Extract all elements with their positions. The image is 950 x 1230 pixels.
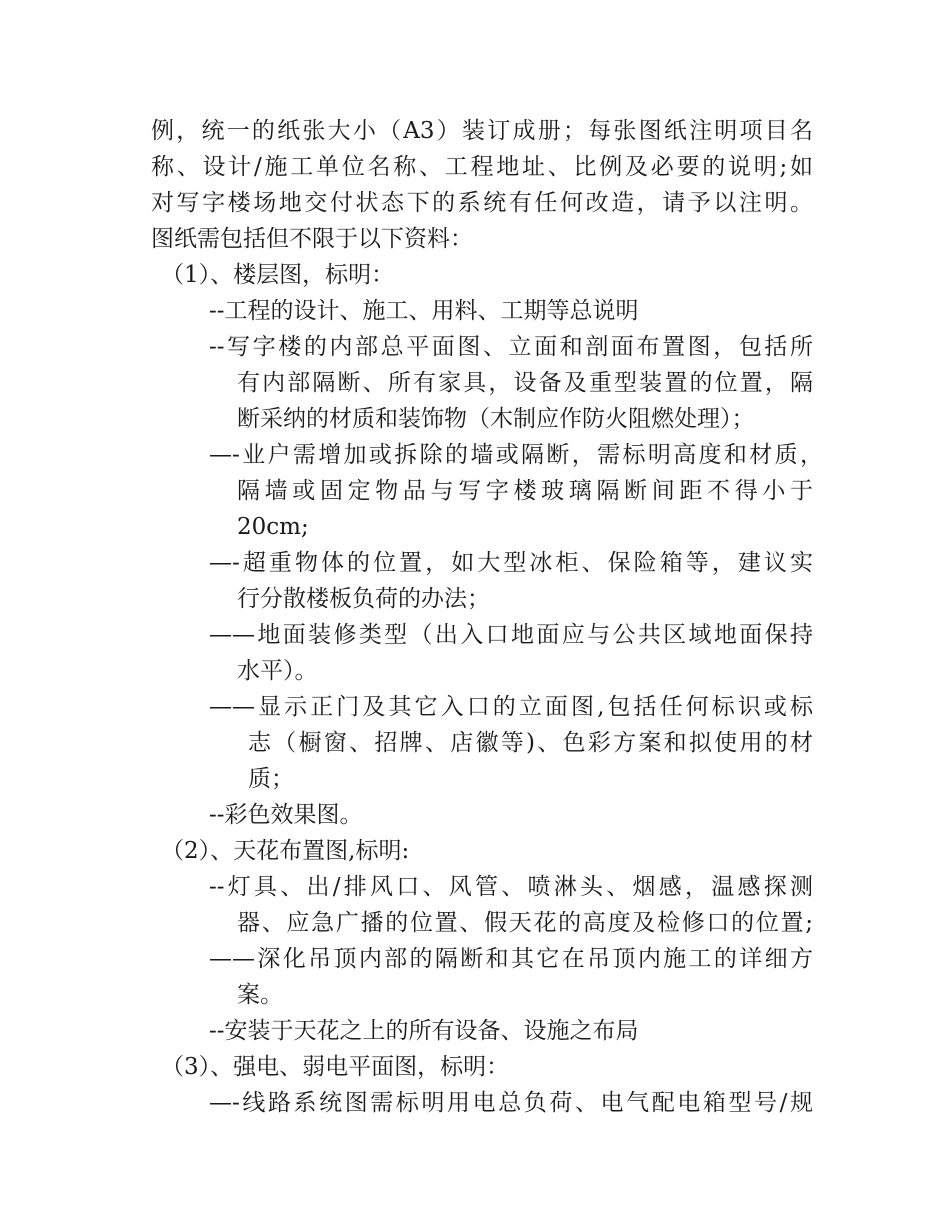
list-item: —-线路系统图需标明用电总负荷、电气配电箱型号/规	[209, 1090, 813, 1116]
list-item: --写字楼的内部总平面图、立面和剖面布置图，包括所	[209, 334, 813, 360]
section-heading-3: （3）、强电、弱电平面图，标明：	[161, 1054, 510, 1080]
list-item-continuation: 水平）。	[237, 658, 318, 684]
list-item-continuation: 断采纳的材质和装饰物（木制应作防火阻燃处理）；	[237, 406, 755, 432]
list-item: ——显示正门及其它入口的立面图,包括任何标识或标	[209, 694, 813, 720]
list-item: --彩色效果图。	[209, 802, 363, 828]
paragraph-line: 例，统一的纸张大小（A3）装订成册；每张图纸注明项目名	[151, 118, 813, 144]
list-item: —-业户需增加或拆除的墙或隔断，需标明高度和材质，	[209, 442, 823, 468]
list-item-continuation: 器、应急广播的位置、假天花的高度及检修口的位置;	[237, 910, 813, 936]
section-heading-1: （1）、楼层图，标明：	[161, 262, 395, 288]
list-item: --安装于天花之上的所有设备、设施之布局	[209, 1018, 639, 1044]
list-item-continuation: 质；	[248, 766, 294, 792]
list-item-continuation: 隔墙或固定物品与写字楼玻璃隔断间距不得小于	[237, 478, 813, 504]
paragraph-line: 对写字楼场地交付状态下的系统有任何改造，请予以注明。	[151, 190, 813, 216]
list-item-continuation: 志（橱窗、招牌、店徽等)、色彩方案和拟使用的材	[248, 730, 813, 756]
paragraph-line: 称、设计/施工单位名称、工程地址、比例及必要的说明;如	[151, 154, 813, 180]
list-item: --工程的设计、施工、用料、工期等总说明	[209, 298, 639, 324]
list-item: ——深化吊顶内部的隔断和其它在吊顶内施工的详细方	[209, 946, 813, 972]
list-item-continuation: 20cm;	[237, 514, 309, 540]
list-item-continuation: 行分散楼板负荷的办法；	[237, 586, 490, 612]
list-item: --灯具、出/排风口、风管、喷淋头、烟感，温感探测	[209, 874, 813, 900]
paragraph-line: 图纸需包括但不限于以下资料：	[151, 226, 473, 252]
list-item: ——地面装修类型（出入口地面应与公共区域地面保持	[209, 622, 813, 648]
list-item: —-超重物体的位置，如大型冰柜、保险箱等，建议实	[209, 550, 813, 576]
list-item-continuation: 有内部隔断、所有家具，设备及重型装置的位置，隔	[237, 370, 813, 396]
section-heading-2: （2）、天花布置图,标明:	[161, 838, 410, 864]
list-item-continuation: 案。	[237, 982, 283, 1008]
